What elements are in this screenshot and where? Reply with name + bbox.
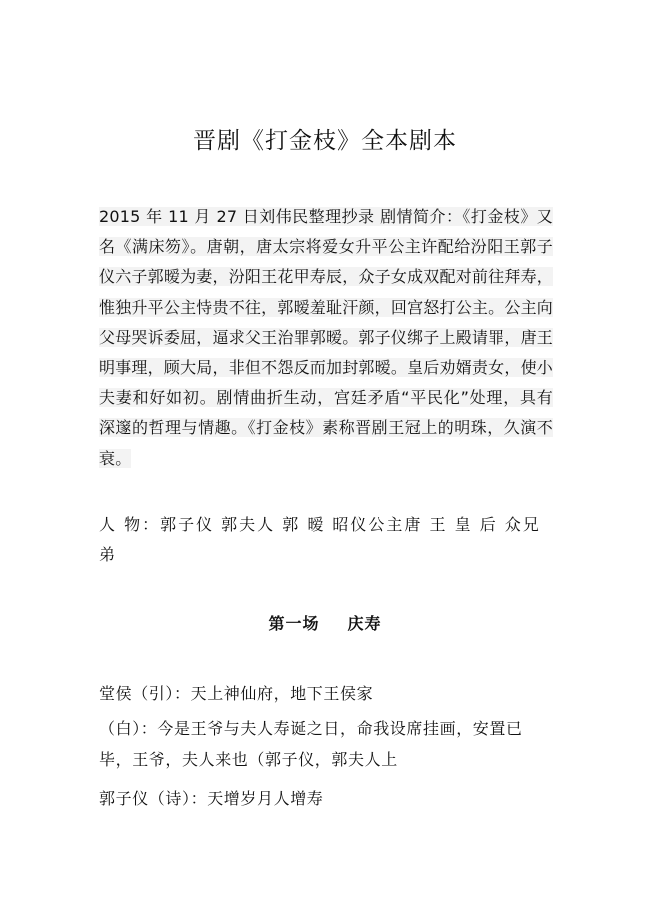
synopsis-paragraph <box>99 202 553 474</box>
script-line: （白）：今是王爷与夫人寿诞之日，命我设席挂画，安置已毕，王爷，夫人来也（郭子仪，郭夫人上 <box>99 719 523 769</box>
document-title: 晋剧《打金枝》全本剧本 <box>193 128 457 154</box>
scene-name: 庆寿 <box>347 614 382 633</box>
script-line: 郭子仪（诗）：天增岁月人增寿 <box>99 789 324 808</box>
scene-heading <box>0 611 650 634</box>
script-line: 堂侯（引）：天上神仙府，地下王侯家 <box>99 684 374 703</box>
synopsis-text: 2015 年 11 月 27 日刘伟民整理抄录 剧情简介：《打金枝》又名《满床笏》。唐朝，唐太宗将爱女升平公主许配给汾阳王郭子仪六子郭暧为妻，汾阳王花甲寿辰，众子女成双配对前往拜寿，惟独升平公主恃贵不往，郭暧羞耻汗颜，回宫怒打公主。公主向父母哭诉委屈，逼求父王治罪郭暧。郭子仪绑子上殿请罪，唐王明事理，顾大局，非但不怨反而加封郭暧。皇后劝婿责女，使小夫妻和好如初。剧情曲折生动，宫廷矛盾“平民化”处理，具有深邃的哲理与情趣。《打金枝》素称晋剧王冠上的明珠，久演不衰。 <box>99 207 553 468</box>
scene-number: 第一场 <box>268 614 320 633</box>
character-list: 人 物：郭子仪 郭夫人 郭 暧 昭仪公主唐 王 皇 后 众兄弟 <box>99 515 541 564</box>
